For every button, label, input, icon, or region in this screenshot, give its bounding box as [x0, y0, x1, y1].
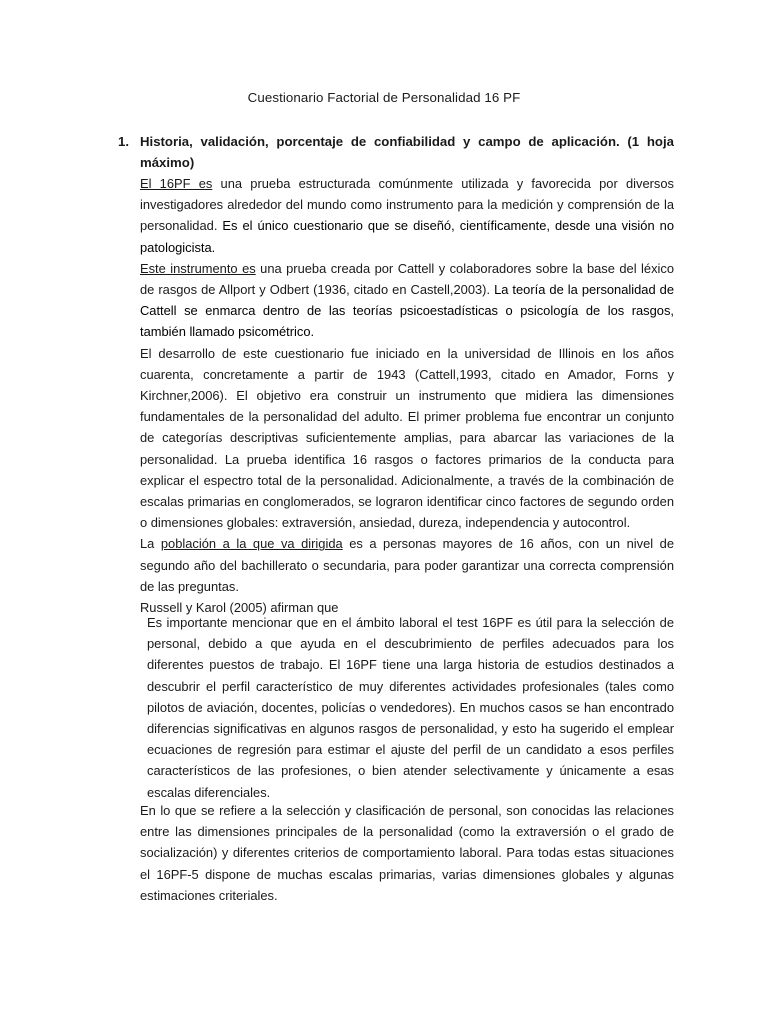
paragraph-1-text: una prueba estructurada comúnmente utilizada y favorecida por diversos investigadores alrededor del mundo como instrumento para la medición y comprensión de la personalidad. — [140, 176, 674, 234]
underlined-phrase: población a la que va dirigida — [160, 536, 343, 552]
paragraph-1 — [140, 173, 674, 258]
paragraph-1-note: Es el único cuestionario que se diseñó, científicamente, desde una visión no patologicista. — [140, 218, 674, 255]
paragraph-4 — [140, 533, 674, 597]
paragraph-6: En lo que se refiere a la selección y clasificación de personal, son conocidas las relaciones entre las dimensiones principales de la personalidad (como la extraversión o el grado de socialización) y diferentes criterios de comportamiento laboral. Para todas estas situaciones el 16PF-5 dispone de muchas escalas primarias, varias dimensiones globales y algunas estimaciones criteriales. — [140, 803, 674, 903]
block-quote: Es importante mencionar que en el ámbito laboral el test 16PF es útil para la selección de personal, debido a que ayuda en el descubrimiento de perfiles adecuados para los diferentes puestos de trabajo. El 16PF tiene una larga historia de estudios destinados a descubrir el perfil característico de muy diferentes actividades profesionales (tales como pilotos de aviación, docentes, policías o vendedores). En muchos casos se han encontrado diferencias significativas en algunos rasgos de personalidad, y esto ha sugerido el emplear ecuaciones de regresión para estimar el ajuste del perfil de un candidato a esos perfiles característicos de las profesiones, o bien atender selectivamente y únicamente a esas escalas diferenciales. — [147, 615, 674, 800]
section-1-heading — [118, 131, 674, 173]
section-number: 1. — [118, 134, 129, 149]
paragraph-2-note: La teoría de la personalidad de Cattell se enmarca dentro de las teorías psicoestadísticas o psicología de los rasgos, también llamado psicométrico. — [140, 282, 674, 340]
paragraph-4-pre: La — [140, 536, 161, 552]
paragraph-2-text: una prueba creada por Cattell y colaboradores sobre la base del léxico de rasgos de Allport y Odbert (1936, citado en Castell,2003). — [140, 260, 674, 298]
paragraph-5: Russell y Karol (2005) afirman que — [140, 600, 339, 616]
underlined-phrase: Este instrumento es — [140, 260, 256, 276]
section-heading-text: Historia, validación, porcentaje de confiabilidad y campo de aplicación. (1 hoja máximo) — [140, 134, 674, 171]
paragraph-4-text: es a personas mayores de 16 años, con un nivel de segundo año del bachillerato o secundaria, para poder garantizar una correcta comprensión de las preguntas. — [140, 536, 675, 594]
document-title: Cuestionario Factorial de Personalidad 16 PF — [247, 90, 521, 105]
body-text-block — [140, 173, 674, 618]
underlined-phrase: El 16PF es — [140, 176, 213, 191]
paragraph-3: El desarrollo de este cuestionario fue iniciado en la universidad de Illinois en los años cuarenta, concretamente a partir de 1943 (Cattell,1993, citado en Amador, Forns y Kirchner,2006). El objetivo era construir un instrumento que midiera las dimensiones fundamentales de la personalidad del adulto. El primer problema fue encontrar un conjunto de categorías descriptivas suficientemente amplias, para abarcar las variaciones de la personalidad. La prueba identifica 16 rasgos o factores primarios de la conducta para explicar el espectro total de la personalidad. Adicionalmente, a través de la combinación de escalas primarias en conglomerados, se lograron identificar cinco factores de segundo orden o dimensiones globales: extraversión, ansiedad, dureza, independencia y autocontrol. — [140, 345, 674, 531]
paragraph-2 — [140, 258, 674, 343]
